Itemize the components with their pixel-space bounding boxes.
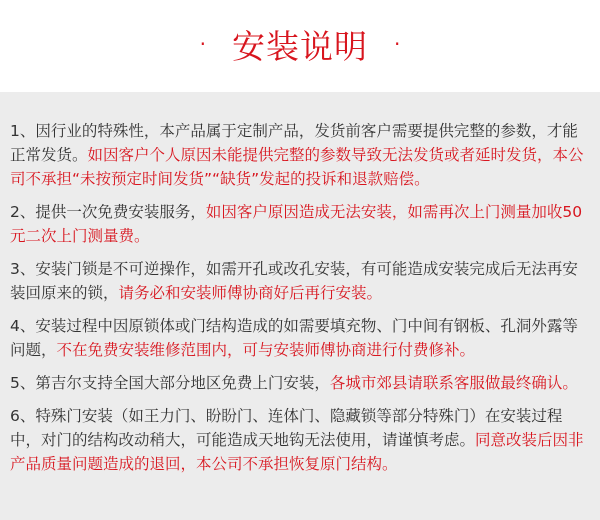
left-dot: · (199, 32, 206, 56)
instruction-item-5 (10, 371, 590, 395)
instruction-item-2 (10, 200, 590, 248)
instruction-item-4-normal: 4、安装过程中因原锁体或门结构造成的如需要填充物、门中间有钢板、孔洞外露等问题， (10, 317, 578, 359)
page-title: 安装说明 (232, 26, 368, 66)
instruction-item-1 (10, 119, 590, 191)
instruction-item-6-red: 同意改装后因非产品质量问题造成的退回，本公司不承担恢复原门结构。 (10, 431, 584, 473)
content-panel (0, 92, 600, 520)
title-wrap (199, 26, 401, 66)
instruction-item-4 (10, 314, 590, 362)
instruction-item-4-red: 不在免费安装维修范围内，可与安装师傅协商进行付费修补。 (56, 341, 476, 359)
right-dot: · (394, 32, 401, 56)
instruction-list (10, 119, 590, 485)
instruction-item-1-red: 如因客户个人原因未能提供完整的参数导致无法发货或者延时发货，本公司不承担“未按预定时间发货”“缺货”发起的投诉和退款赔偿。 (10, 146, 584, 188)
instruction-item-6-normal: 6、特殊门安装（如王力门、盼盼门、连体门、隐藏锁等部分特殊门）在安装过程中，对门的结构改动稍大，可能造成天地钩无法使用，请谨慎考虑。 (10, 407, 563, 449)
instruction-item-2-red: 如因客户原因造成无法安装，如需再次上门测量加收50元二次上门测量费。 (10, 203, 583, 245)
instruction-item-1-normal: 1、因行业的特殊性，本产品属于定制产品，发货前客户需要提供完整的参数，才能正常发货。 (10, 122, 578, 164)
instruction-item-6 (10, 404, 590, 476)
instruction-item-5-normal: 5、第吉尔支持全国大部分地区免费上门安装， (10, 374, 330, 392)
instruction-item-2-normal: 2、提供一次免费安装服务， (10, 203, 206, 221)
header (0, 0, 600, 92)
instruction-item-3 (10, 257, 590, 305)
instruction-item-5-red: 各城市郊县请联系客服做最终确认。 (329, 374, 578, 392)
instruction-item-3-red: 请务必和安装师傅协商好后再行安装。 (118, 284, 383, 302)
instruction-item-3-normal: 3、安装门锁是不可逆操作，如需开孔或改孔安装，有可能造成安装完成后无法再安装回原来的锁， (10, 260, 578, 302)
